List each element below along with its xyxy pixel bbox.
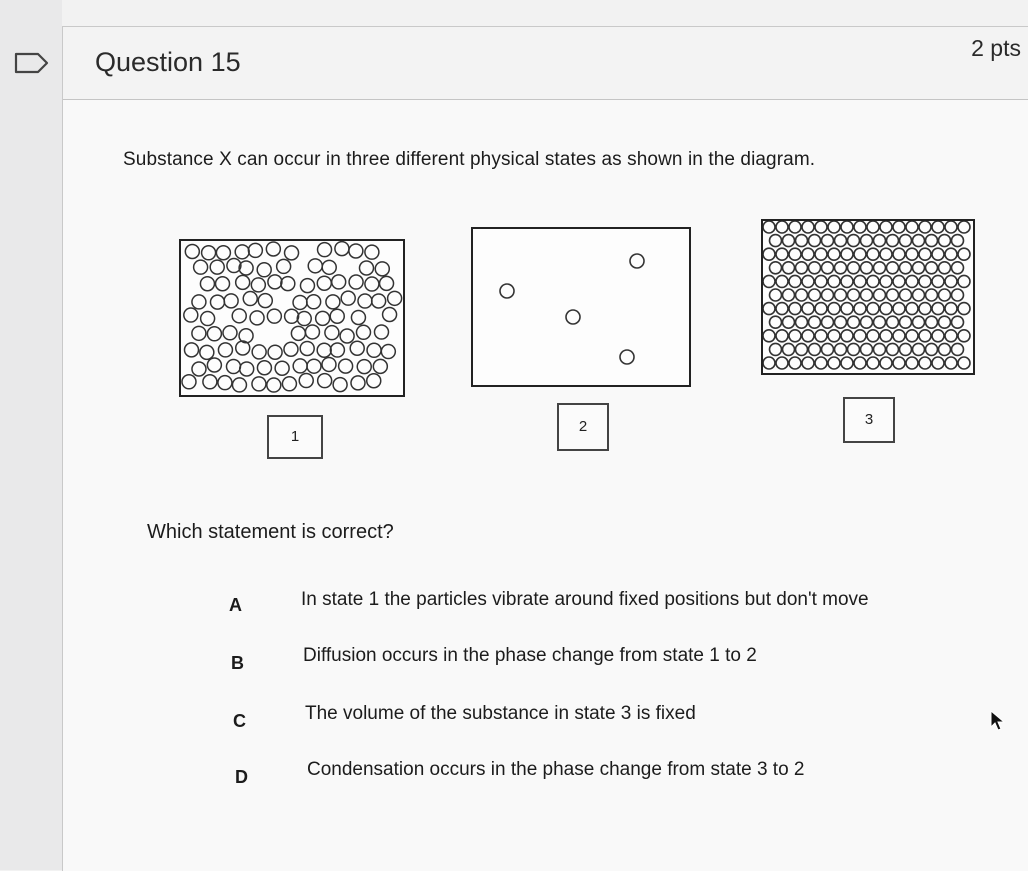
particle	[776, 357, 788, 369]
particle	[267, 378, 281, 392]
particle	[383, 308, 397, 322]
particle	[919, 221, 931, 233]
particle	[958, 221, 970, 233]
subquestion: Which statement is correct?	[147, 521, 394, 543]
state-2-diagram	[471, 227, 691, 387]
particle	[854, 330, 866, 342]
particle	[356, 325, 370, 339]
particle	[207, 327, 221, 341]
particle	[776, 275, 788, 287]
particle	[367, 374, 381, 388]
particle	[340, 329, 354, 343]
particle	[388, 291, 402, 305]
particle	[200, 345, 214, 359]
bookmark-flag-icon[interactable]	[14, 52, 50, 74]
particle	[380, 276, 394, 290]
particle	[939, 235, 951, 247]
particle	[861, 262, 873, 274]
particle	[300, 279, 314, 293]
particle	[802, 275, 814, 287]
particle	[952, 289, 964, 301]
particle	[218, 343, 232, 357]
particle	[236, 341, 250, 355]
particle	[802, 303, 814, 315]
particle	[919, 303, 931, 315]
particle	[848, 316, 860, 328]
option-b[interactable]	[231, 645, 1028, 675]
particle	[945, 330, 957, 342]
particle	[182, 375, 196, 389]
particle	[893, 248, 905, 260]
particle	[854, 357, 866, 369]
state-label-2: 2	[557, 403, 609, 451]
particle	[835, 289, 847, 301]
particle	[796, 262, 808, 274]
particle	[958, 357, 970, 369]
particle	[243, 292, 257, 306]
particle	[763, 248, 775, 260]
particle	[282, 377, 296, 391]
particle	[293, 359, 307, 373]
particle	[200, 277, 214, 291]
particle	[223, 326, 237, 340]
particle	[815, 330, 827, 342]
particle	[783, 289, 795, 301]
particle	[913, 343, 925, 355]
particle	[880, 221, 892, 233]
particle	[776, 221, 788, 233]
particle	[796, 289, 808, 301]
particle	[919, 330, 931, 342]
particle	[789, 330, 801, 342]
particle	[252, 377, 266, 391]
particle	[796, 343, 808, 355]
particle	[828, 275, 840, 287]
particle	[815, 221, 827, 233]
particle	[372, 294, 386, 308]
particle	[232, 309, 246, 323]
particle	[322, 357, 336, 371]
particle	[880, 275, 892, 287]
particle	[194, 260, 208, 274]
particle	[822, 262, 834, 274]
particle	[822, 235, 834, 247]
particle	[783, 235, 795, 247]
particle	[802, 221, 814, 233]
state-1-diagram	[179, 239, 405, 397]
particle	[257, 263, 271, 277]
particle	[874, 343, 886, 355]
particle	[880, 248, 892, 260]
particle	[216, 277, 230, 291]
particle	[945, 357, 957, 369]
particle	[815, 357, 827, 369]
particle	[359, 261, 373, 275]
particle	[848, 262, 860, 274]
particle	[770, 235, 782, 247]
particle	[248, 243, 262, 257]
particle	[783, 262, 795, 274]
particle	[952, 235, 964, 247]
particle	[763, 275, 775, 287]
particle	[841, 221, 853, 233]
particle	[351, 310, 365, 324]
particle	[887, 316, 899, 328]
particle	[235, 245, 249, 259]
particle	[854, 303, 866, 315]
particle	[945, 303, 957, 315]
particle	[330, 309, 344, 323]
particle	[776, 330, 788, 342]
particle	[299, 374, 313, 388]
particle	[322, 260, 336, 274]
particle	[770, 316, 782, 328]
particle	[854, 221, 866, 233]
particle	[887, 289, 899, 301]
particle	[802, 248, 814, 260]
particle	[906, 330, 918, 342]
question-card	[62, 26, 1028, 871]
particle	[783, 316, 795, 328]
particle	[900, 289, 912, 301]
particle	[763, 303, 775, 315]
particle	[365, 245, 379, 259]
particle	[906, 275, 918, 287]
particle	[802, 330, 814, 342]
particle	[893, 357, 905, 369]
particle	[900, 262, 912, 274]
option-c[interactable]	[233, 703, 1028, 733]
particle	[763, 357, 775, 369]
particle	[880, 357, 892, 369]
particle	[822, 289, 834, 301]
particle	[893, 275, 905, 287]
particle	[900, 316, 912, 328]
particle	[257, 361, 271, 375]
particle	[893, 330, 905, 342]
particle	[952, 316, 964, 328]
particle	[958, 330, 970, 342]
particle	[945, 221, 957, 233]
particle	[809, 343, 821, 355]
particle	[783, 343, 795, 355]
particle	[815, 303, 827, 315]
particle	[184, 343, 198, 357]
particle	[926, 343, 938, 355]
particle	[815, 275, 827, 287]
particle	[809, 316, 821, 328]
particle	[861, 343, 873, 355]
particle	[867, 221, 879, 233]
particle	[861, 316, 873, 328]
particle	[284, 342, 298, 356]
particle	[841, 303, 853, 315]
particle	[339, 359, 353, 373]
particle	[867, 303, 879, 315]
particle	[277, 259, 291, 273]
particle	[275, 361, 289, 375]
particle	[300, 341, 314, 355]
particle	[906, 221, 918, 233]
particle	[874, 235, 886, 247]
particle	[224, 294, 238, 308]
particle	[789, 248, 801, 260]
particle	[281, 277, 295, 291]
particle	[945, 275, 957, 287]
particle	[887, 262, 899, 274]
particle	[887, 343, 899, 355]
particle	[335, 242, 349, 256]
particle	[815, 248, 827, 260]
particle	[919, 357, 931, 369]
particle	[763, 221, 775, 233]
particle	[232, 378, 246, 392]
particle	[332, 275, 346, 289]
option-letter: D	[235, 767, 248, 787]
particle	[252, 345, 266, 359]
particle	[939, 289, 951, 301]
particle	[893, 221, 905, 233]
particle	[330, 343, 344, 357]
particle	[357, 360, 371, 374]
particle	[880, 303, 892, 315]
particle	[285, 309, 299, 323]
particle	[939, 343, 951, 355]
particle	[958, 303, 970, 315]
particle	[932, 357, 944, 369]
state-label-3: 3	[843, 397, 895, 443]
option-text: The volume of the substance in state 3 is fixed	[305, 703, 696, 724]
particle	[867, 248, 879, 260]
particle	[841, 330, 853, 342]
particle	[809, 235, 821, 247]
particle	[240, 362, 254, 376]
option-d[interactable]	[235, 759, 1028, 789]
particle	[874, 262, 886, 274]
particle	[358, 294, 372, 308]
particle	[867, 275, 879, 287]
particle	[218, 376, 232, 390]
mouse-pointer-icon	[990, 710, 1006, 732]
particle	[932, 303, 944, 315]
particle	[958, 275, 970, 287]
option-letter: C	[233, 711, 246, 731]
particle	[210, 260, 224, 274]
particle	[293, 295, 307, 309]
question-header	[63, 27, 1028, 100]
particle	[861, 289, 873, 301]
particle	[906, 357, 918, 369]
particle	[285, 246, 299, 260]
particle	[325, 326, 339, 340]
particle	[184, 308, 198, 322]
particle	[268, 275, 282, 289]
particle	[926, 235, 938, 247]
particle	[874, 316, 886, 328]
option-text: Condensation occurs in the phase change from state 3 to 2	[307, 759, 805, 780]
particle	[913, 289, 925, 301]
particle	[317, 276, 331, 290]
state-label-1: 1	[267, 415, 323, 459]
particle	[958, 248, 970, 260]
particle	[305, 325, 319, 339]
particle	[318, 374, 332, 388]
particle	[932, 275, 944, 287]
particle	[867, 357, 879, 369]
particle	[913, 316, 925, 328]
particle	[202, 246, 216, 260]
particle	[789, 275, 801, 287]
particle	[828, 357, 840, 369]
particle	[854, 248, 866, 260]
particle	[266, 242, 280, 256]
particle	[835, 343, 847, 355]
particle	[939, 262, 951, 274]
particle	[308, 259, 322, 273]
particle	[258, 294, 272, 308]
option-text: In state 1 the particles vibrate around fixed positions but don't move	[301, 589, 869, 610]
particle	[192, 326, 206, 340]
particle	[835, 316, 847, 328]
particle	[828, 330, 840, 342]
particle	[828, 248, 840, 260]
particle	[365, 277, 379, 291]
particle	[802, 357, 814, 369]
particle	[848, 343, 860, 355]
particle	[350, 341, 364, 355]
particle	[796, 316, 808, 328]
particle	[809, 289, 821, 301]
particle	[349, 275, 363, 289]
particle	[307, 359, 321, 373]
particle	[185, 244, 199, 258]
particle	[926, 289, 938, 301]
particle	[828, 303, 840, 315]
particle	[952, 343, 964, 355]
particle	[374, 325, 388, 339]
particle	[841, 248, 853, 260]
particle	[848, 289, 860, 301]
state-3-diagram	[761, 219, 975, 375]
particle	[770, 262, 782, 274]
particle	[763, 330, 775, 342]
particle	[835, 262, 847, 274]
question-prompt: Substance X can occur in three different physical states as shown in the diagram.	[123, 149, 816, 170]
particle	[906, 303, 918, 315]
particle	[926, 262, 938, 274]
particle	[333, 378, 347, 392]
particle	[822, 316, 834, 328]
particle	[841, 357, 853, 369]
particle	[841, 275, 853, 287]
particle	[367, 343, 381, 357]
particle	[776, 248, 788, 260]
particle	[351, 376, 365, 390]
particle	[906, 248, 918, 260]
particle	[770, 289, 782, 301]
particle	[861, 235, 873, 247]
particle	[373, 359, 387, 373]
particle	[251, 278, 265, 292]
particle	[201, 312, 215, 326]
particle	[770, 343, 782, 355]
particle	[932, 330, 944, 342]
particle	[854, 275, 866, 287]
particle	[192, 295, 206, 309]
particle	[900, 343, 912, 355]
left-gutter	[0, 0, 62, 870]
particle	[268, 345, 282, 359]
particle	[789, 303, 801, 315]
particle	[326, 295, 340, 309]
particle	[341, 291, 355, 305]
particle	[926, 316, 938, 328]
option-letter: A	[229, 595, 242, 615]
particle	[375, 262, 389, 276]
particle	[318, 243, 332, 257]
particle	[216, 246, 230, 260]
particle	[226, 360, 240, 374]
particle	[317, 343, 331, 357]
particle	[932, 221, 944, 233]
particle	[789, 221, 801, 233]
particle	[796, 235, 808, 247]
particle	[236, 275, 250, 289]
particle	[809, 262, 821, 274]
particle	[297, 312, 311, 326]
particle	[210, 295, 224, 309]
particle	[316, 311, 330, 325]
particle	[307, 295, 321, 309]
particle	[789, 357, 801, 369]
particle	[381, 345, 395, 359]
particle	[913, 235, 925, 247]
particle	[203, 375, 217, 389]
particle	[207, 358, 221, 372]
particle	[267, 309, 281, 323]
particle	[893, 303, 905, 315]
particle	[192, 362, 206, 376]
particle	[291, 326, 305, 340]
particle	[913, 262, 925, 274]
particle	[349, 244, 363, 258]
particle	[828, 221, 840, 233]
particle	[887, 235, 899, 247]
particle	[900, 235, 912, 247]
option-letter: B	[231, 653, 244, 673]
particle	[822, 343, 834, 355]
particle	[919, 275, 931, 287]
particle	[250, 311, 264, 325]
particle	[880, 330, 892, 342]
particle	[945, 248, 957, 260]
option-text: Diffusion occurs in the phase change from state 1 to 2	[303, 645, 757, 666]
particle	[874, 289, 886, 301]
points-value: 2 pts	[971, 35, 1021, 61]
question-title: Question 15	[95, 47, 241, 77]
particle	[919, 248, 931, 260]
particle	[867, 330, 879, 342]
particle	[776, 303, 788, 315]
particle	[952, 262, 964, 274]
particle	[939, 316, 951, 328]
particle	[848, 235, 860, 247]
particle	[835, 235, 847, 247]
particle	[932, 248, 944, 260]
option-a[interactable]	[229, 587, 1028, 617]
